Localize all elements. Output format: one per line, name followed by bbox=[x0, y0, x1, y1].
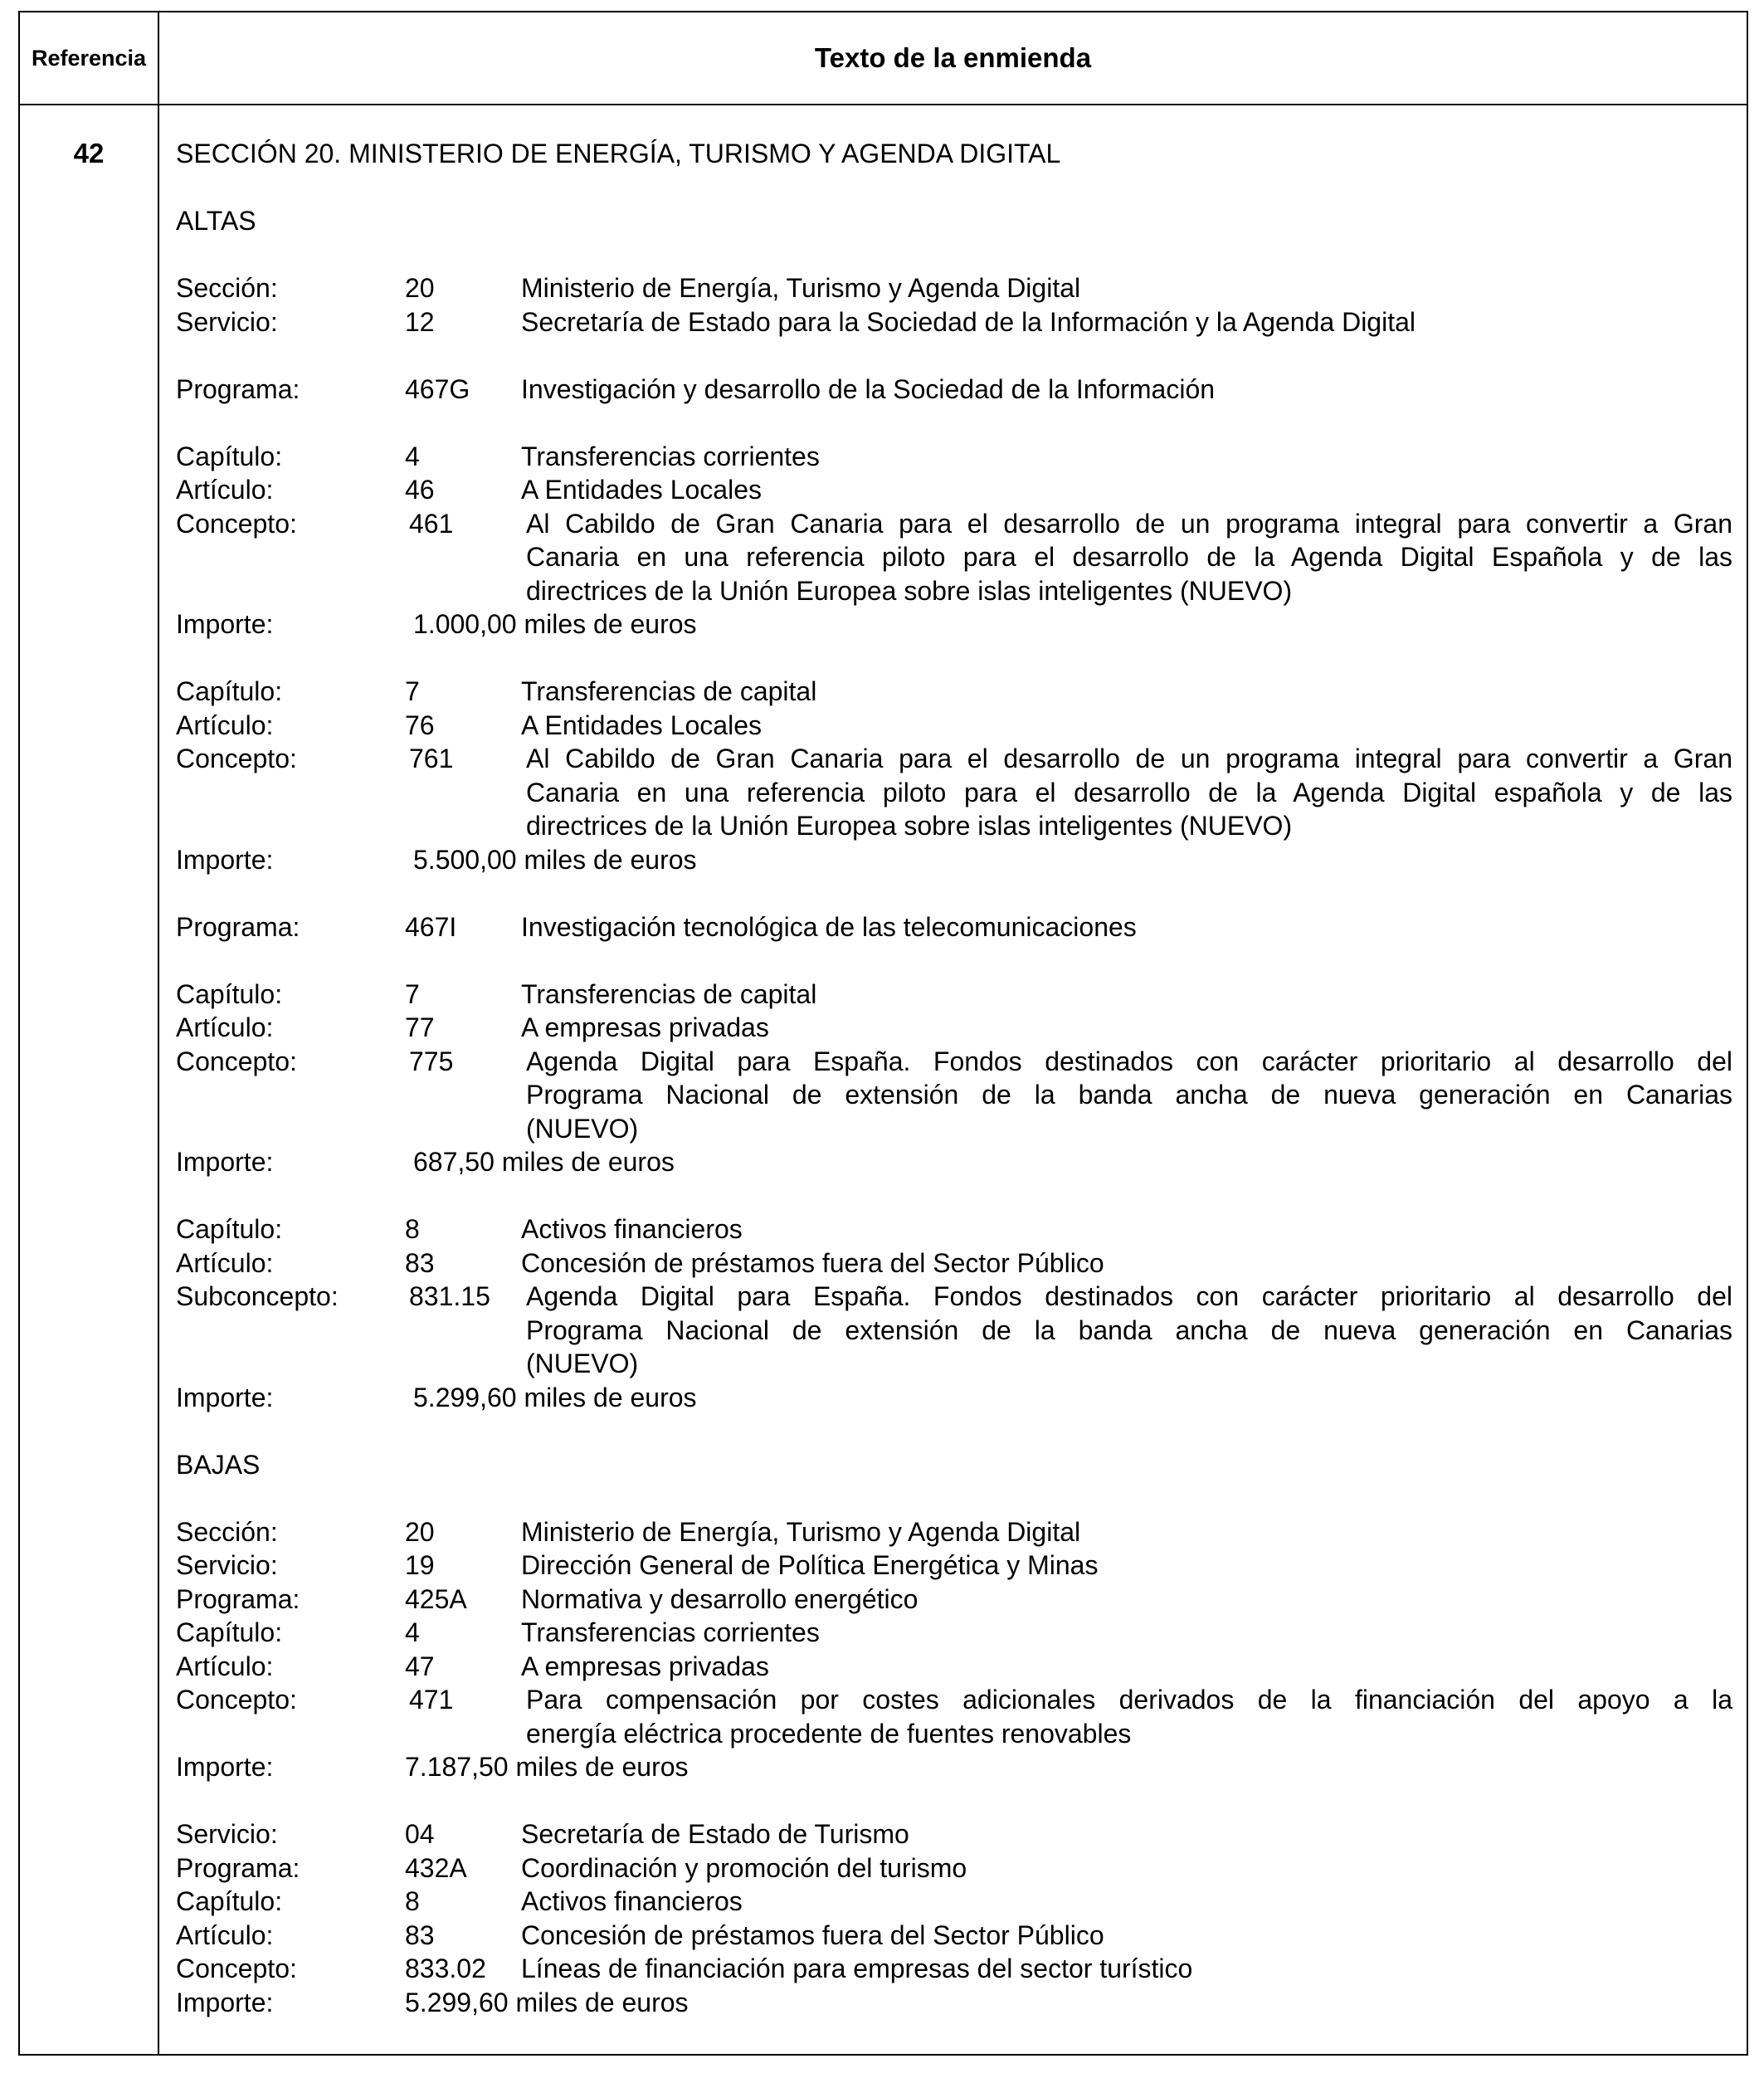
field-label: Servicio: bbox=[176, 1819, 278, 1849]
description-line: A Entidades Locales bbox=[521, 475, 762, 505]
heading-text: BAJAS bbox=[176, 1449, 261, 1480]
field-label: Concepto: bbox=[176, 1046, 297, 1076]
blank-line bbox=[176, 238, 1732, 272]
field-row bbox=[176, 1246, 1732, 1280]
description-line: Canaria en una referencia piloto para el desarrollo de la Agenda Digital Española y de las bbox=[526, 542, 1732, 572]
field-label: Servicio: bbox=[176, 306, 278, 337]
field-label: Sección: bbox=[176, 273, 278, 303]
field-code: 833.02 bbox=[405, 1954, 486, 1983]
field-code: 20 bbox=[405, 1516, 435, 1547]
field-row bbox=[176, 271, 1732, 305]
field-row bbox=[176, 1515, 1732, 1549]
description-line: Agenda Digital para España. Fondos destinados con carácter prioritario al desarrollo del bbox=[526, 1281, 1732, 1311]
blank-line bbox=[176, 339, 1732, 373]
blank-line bbox=[176, 944, 1732, 978]
field-row bbox=[176, 742, 1732, 843]
field-code: 20 bbox=[405, 273, 435, 303]
importe-value: 5.299,60 miles de euros bbox=[413, 1382, 697, 1412]
description-line: directrices de la Unión Europea sobre islas inteligentes (NUEVO) bbox=[526, 575, 1293, 606]
field-code: 19 bbox=[405, 1550, 435, 1580]
field-code: 8 bbox=[405, 1886, 420, 1916]
field-code: 471 bbox=[409, 1685, 454, 1715]
field-description bbox=[521, 440, 1732, 474]
description-line: Líneas de financiación para empresas del sector turístico bbox=[521, 1954, 1193, 1983]
field-row bbox=[176, 1549, 1732, 1583]
header-referencia: Referencia bbox=[31, 45, 147, 71]
field-code: 77 bbox=[405, 1012, 435, 1042]
field-label: Capítulo: bbox=[176, 1617, 283, 1647]
field-description bbox=[521, 271, 1732, 305]
description-line: Al Cabildo de Gran Canaria para el desarrollo de un programa integral para convertir a Gran bbox=[526, 744, 1732, 773]
field-row bbox=[176, 1851, 1732, 1885]
description-line: Activos financieros bbox=[521, 1214, 743, 1244]
importe-value: 7.187,50 miles de euros bbox=[405, 1752, 689, 1782]
blank-line bbox=[176, 1179, 1732, 1213]
description-line: Para compensación por costes adicionales derivados de la financiación del apoyo a la bbox=[526, 1685, 1732, 1715]
description-line: Agenda Digital para España. Fondos destinados con carácter prioritario al desarrollo del bbox=[526, 1046, 1732, 1076]
field-code: 12 bbox=[405, 306, 435, 337]
field-code: 432A bbox=[405, 1852, 467, 1883]
field-description bbox=[521, 1817, 1732, 1851]
field-description bbox=[521, 1919, 1732, 1953]
field-label: Capítulo: bbox=[176, 978, 283, 1009]
field-label: Programa: bbox=[176, 373, 300, 404]
field-description bbox=[521, 1583, 1732, 1617]
field-row bbox=[176, 978, 1732, 1012]
blank-line bbox=[176, 406, 1732, 440]
field-row bbox=[176, 1045, 1732, 1146]
description-line: A Entidades Locales bbox=[521, 710, 762, 740]
field-code: 83 bbox=[405, 1919, 435, 1950]
description-line: Investigación tecnológica de las telecomunicaciones bbox=[521, 911, 1137, 942]
field-description bbox=[525, 507, 1732, 608]
field-description bbox=[525, 1045, 1732, 1146]
amendment-table bbox=[18, 11, 1748, 2056]
field-code: 467I bbox=[405, 911, 457, 942]
description-line: Canaria en una referencia piloto para el desarrollo de la Agenda Digital española y de las bbox=[526, 777, 1732, 807]
importe-value: 687,50 miles de euros bbox=[413, 1147, 675, 1177]
blank-line bbox=[176, 876, 1732, 910]
field-description bbox=[521, 675, 1732, 709]
field-description bbox=[521, 1650, 1732, 1684]
field-label: Programa: bbox=[176, 911, 300, 942]
description-line: (NUEVO) bbox=[526, 1349, 639, 1378]
field-row bbox=[176, 305, 1732, 339]
importe-row bbox=[176, 1381, 1732, 1415]
field-code: 83 bbox=[405, 1247, 435, 1278]
section-heading bbox=[176, 1448, 1732, 1482]
importe-row bbox=[176, 1750, 1732, 1784]
field-description bbox=[521, 1011, 1732, 1045]
field-label: Concepto: bbox=[176, 1685, 297, 1715]
description-line: Programa Nacional de extensión de la banda ancha de nueva generación en Canarias bbox=[526, 1080, 1732, 1110]
field-row bbox=[176, 440, 1732, 474]
description-line: directrices de la Unión Europea sobre islas inteligentes (NUEVO) bbox=[526, 811, 1293, 841]
field-row bbox=[176, 709, 1732, 743]
field-row bbox=[176, 1583, 1732, 1617]
field-label: Artículo: bbox=[176, 1919, 274, 1950]
field-description bbox=[525, 1280, 1732, 1381]
field-row bbox=[176, 910, 1732, 944]
field-description bbox=[521, 1549, 1732, 1583]
field-row bbox=[176, 1885, 1732, 1919]
header-texto-enmienda: Texto de la enmienda bbox=[814, 42, 1092, 73]
field-label: Importe: bbox=[176, 1752, 274, 1782]
description-line: A empresas privadas bbox=[521, 1012, 769, 1042]
field-row bbox=[176, 1952, 1732, 1986]
field-label: Servicio: bbox=[176, 1550, 278, 1580]
field-description bbox=[521, 305, 1732, 339]
field-code: 4 bbox=[405, 441, 420, 471]
header-divider bbox=[20, 104, 1747, 105]
field-code: 76 bbox=[405, 710, 435, 740]
field-label: Artículo: bbox=[176, 1247, 274, 1278]
description-line: energía eléctrica procedente de fuentes renovables bbox=[526, 1718, 1132, 1749]
description-line: Transferencias corrientes bbox=[521, 441, 820, 471]
blank-line bbox=[176, 1481, 1732, 1515]
field-description bbox=[521, 978, 1732, 1012]
field-label: Sección: bbox=[176, 1516, 278, 1547]
field-description bbox=[521, 1246, 1732, 1280]
field-description bbox=[521, 709, 1732, 743]
field-label: Importe: bbox=[176, 1147, 274, 1177]
importe-value: 5.500,00 miles de euros bbox=[413, 844, 697, 875]
field-description bbox=[521, 473, 1732, 507]
field-row bbox=[176, 1817, 1732, 1851]
reference-number: 42 bbox=[73, 138, 105, 168]
description-line: Concesión de préstamos fuera del Sector Público bbox=[521, 1919, 1104, 1950]
importe-row bbox=[176, 843, 1732, 877]
description-line: Normativa y desarrollo energético bbox=[521, 1583, 919, 1614]
description-line: Transferencias de capital bbox=[521, 676, 817, 706]
description-line: Investigación y desarrollo de la Sociedad de la Información bbox=[521, 373, 1216, 404]
description-line: (NUEVO) bbox=[526, 1113, 639, 1144]
field-row bbox=[176, 373, 1732, 407]
field-row bbox=[176, 507, 1732, 608]
blank-line bbox=[176, 171, 1732, 205]
field-label: Artículo: bbox=[176, 710, 274, 740]
field-code: 467G bbox=[405, 373, 470, 404]
heading-text: ALTAS bbox=[176, 206, 256, 236]
field-code: 7 bbox=[405, 676, 420, 706]
field-label: Capítulo: bbox=[176, 441, 283, 471]
description-line: A empresas privadas bbox=[521, 1651, 769, 1681]
field-code: 46 bbox=[405, 475, 435, 505]
field-row bbox=[176, 1650, 1732, 1684]
field-label: Capítulo: bbox=[176, 676, 283, 706]
field-code: 761 bbox=[409, 744, 454, 773]
field-label: Capítulo: bbox=[176, 1214, 283, 1244]
description-line: Dirección General de Política Energética y Minas bbox=[521, 1550, 1099, 1580]
importe-value: 5.299,60 miles de euros bbox=[405, 1987, 689, 2017]
blank-line bbox=[176, 1414, 1732, 1448]
heading-text: SECCIÓN 20. MINISTERIO DE ENERGÍA, TURISMO Y AGENDA DIGITAL bbox=[176, 139, 1061, 168]
field-label: Artículo: bbox=[176, 1651, 274, 1681]
importe-row bbox=[176, 1986, 1732, 2020]
field-description bbox=[521, 373, 1732, 407]
field-code: 04 bbox=[405, 1819, 435, 1849]
description-line: Transferencias de capital bbox=[521, 978, 817, 1009]
description-line: Activos financieros bbox=[521, 1886, 743, 1916]
description-line: Secretaría de Estado para la Sociedad de la Información y la Agenda Digital bbox=[521, 306, 1416, 337]
field-description bbox=[521, 910, 1732, 944]
field-label: Subconcepto: bbox=[176, 1281, 339, 1311]
field-description bbox=[525, 1683, 1732, 1750]
blank-line bbox=[176, 1784, 1732, 1818]
description-line: Programa Nacional de extensión de la banda ancha de nueva generación en Canarias bbox=[526, 1315, 1732, 1345]
field-label: Importe: bbox=[176, 1987, 274, 2017]
field-code: 461 bbox=[409, 508, 454, 539]
field-label: Importe: bbox=[176, 1382, 274, 1412]
field-row bbox=[176, 1919, 1732, 1953]
field-description bbox=[525, 742, 1732, 843]
field-code: 425A bbox=[405, 1583, 467, 1614]
field-description bbox=[521, 1885, 1732, 1919]
importe-row bbox=[176, 607, 1732, 641]
field-label: Concepto: bbox=[176, 508, 297, 539]
field-description bbox=[521, 1212, 1732, 1246]
field-row bbox=[176, 1212, 1732, 1246]
field-label: Programa: bbox=[176, 1852, 300, 1883]
field-description bbox=[521, 1515, 1732, 1549]
field-label: Concepto: bbox=[176, 744, 297, 773]
field-code: 7 bbox=[405, 978, 420, 1009]
field-row bbox=[176, 1683, 1732, 1750]
field-code: 8 bbox=[405, 1214, 420, 1244]
field-description bbox=[521, 1851, 1732, 1885]
description-line: Ministerio de Energía, Turismo y Agenda Digital bbox=[521, 1516, 1081, 1547]
field-description bbox=[521, 1952, 1732, 1986]
description-line: Ministerio de Energía, Turismo y Agenda Digital bbox=[521, 273, 1081, 303]
field-label: Artículo: bbox=[176, 1012, 274, 1042]
field-row bbox=[176, 675, 1732, 709]
field-row bbox=[176, 1280, 1732, 1381]
field-label: Capítulo: bbox=[176, 1886, 283, 1916]
field-label: Programa: bbox=[176, 1583, 300, 1614]
field-label: Artículo: bbox=[176, 475, 274, 505]
section-heading bbox=[176, 137, 1732, 171]
blank-line bbox=[176, 641, 1732, 676]
description-line: Al Cabildo de Gran Canaria para el desarrollo de un programa integral para convertir a Gran bbox=[526, 508, 1732, 539]
importe-row bbox=[176, 1145, 1732, 1179]
importe-value: 1.000,00 miles de euros bbox=[413, 609, 697, 639]
field-row bbox=[176, 473, 1732, 507]
field-label: Importe: bbox=[176, 609, 274, 639]
field-code: 4 bbox=[405, 1617, 420, 1647]
description-line: Coordinación y promoción del turismo bbox=[521, 1852, 967, 1883]
field-code: 831.15 bbox=[409, 1281, 490, 1311]
field-row bbox=[176, 1616, 1732, 1650]
section-heading bbox=[176, 204, 1732, 238]
field-label: Concepto: bbox=[176, 1954, 297, 1983]
field-code: 47 bbox=[405, 1651, 435, 1681]
description-line: Transferencias corrientes bbox=[521, 1617, 820, 1647]
field-row bbox=[176, 1011, 1732, 1045]
description-line: Secretaría de Estado de Turismo bbox=[521, 1819, 909, 1849]
field-label: Importe: bbox=[176, 844, 274, 875]
amendment-text bbox=[176, 137, 1732, 2019]
column-divider bbox=[158, 12, 159, 2054]
field-description bbox=[521, 1616, 1732, 1650]
field-code: 775 bbox=[409, 1046, 454, 1076]
description-line: Concesión de préstamos fuera del Sector Público bbox=[521, 1247, 1104, 1278]
